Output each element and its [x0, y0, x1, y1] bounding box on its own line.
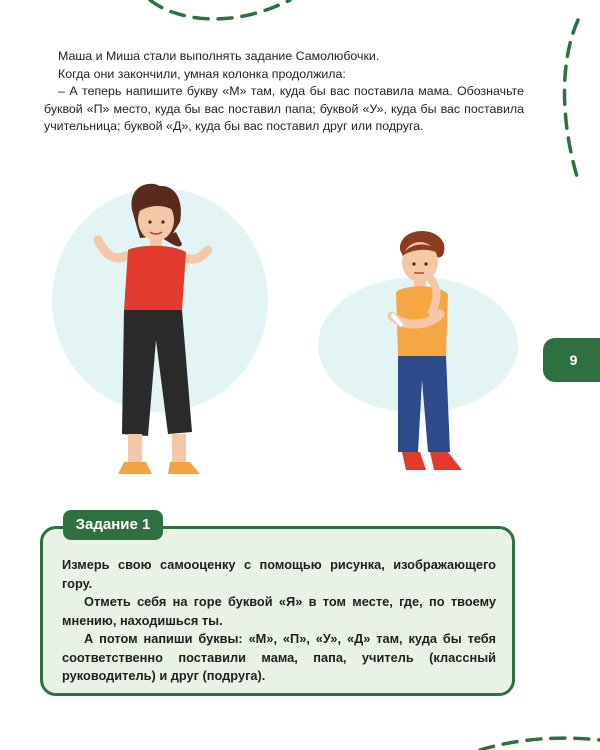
intro-line-3: – А теперь напишите букву «М» там, куда бы вас поставила мама. Обозначьте буквой «П» место, куда бы вас поставил папа; буквой «У», куда бы вас поставила учительница; буквой «Д», куда бы вас поставил друг или подруга. [44, 84, 524, 133]
task-paragraph-3: А потом напиши буквы: «М», «П», «У», «Д» там, куда бы тебя соответственно поставили мама, папа, учитель (классный руководитель) и друг (подруга). [62, 631, 496, 683]
page-number-tab [543, 338, 600, 382]
intro-line-1: Маша и Миша стали выполнять задание Самолюбочки. [58, 49, 380, 63]
task-text [62, 556, 496, 686]
task-label: Задание 1 [63, 510, 163, 540]
task-paragraph-2: Отметь себя на горе буквой «Я» в том месте, где, по твоему мнению, находишься ты. [62, 594, 496, 628]
task-paragraph-1: Измерь свою самооценку с помощью рисунка, изображающего гору. [62, 557, 496, 591]
page-number: 9 [569, 352, 578, 368]
intro-line-2: Когда они закончили, умная колонка продолжила: [58, 66, 346, 81]
